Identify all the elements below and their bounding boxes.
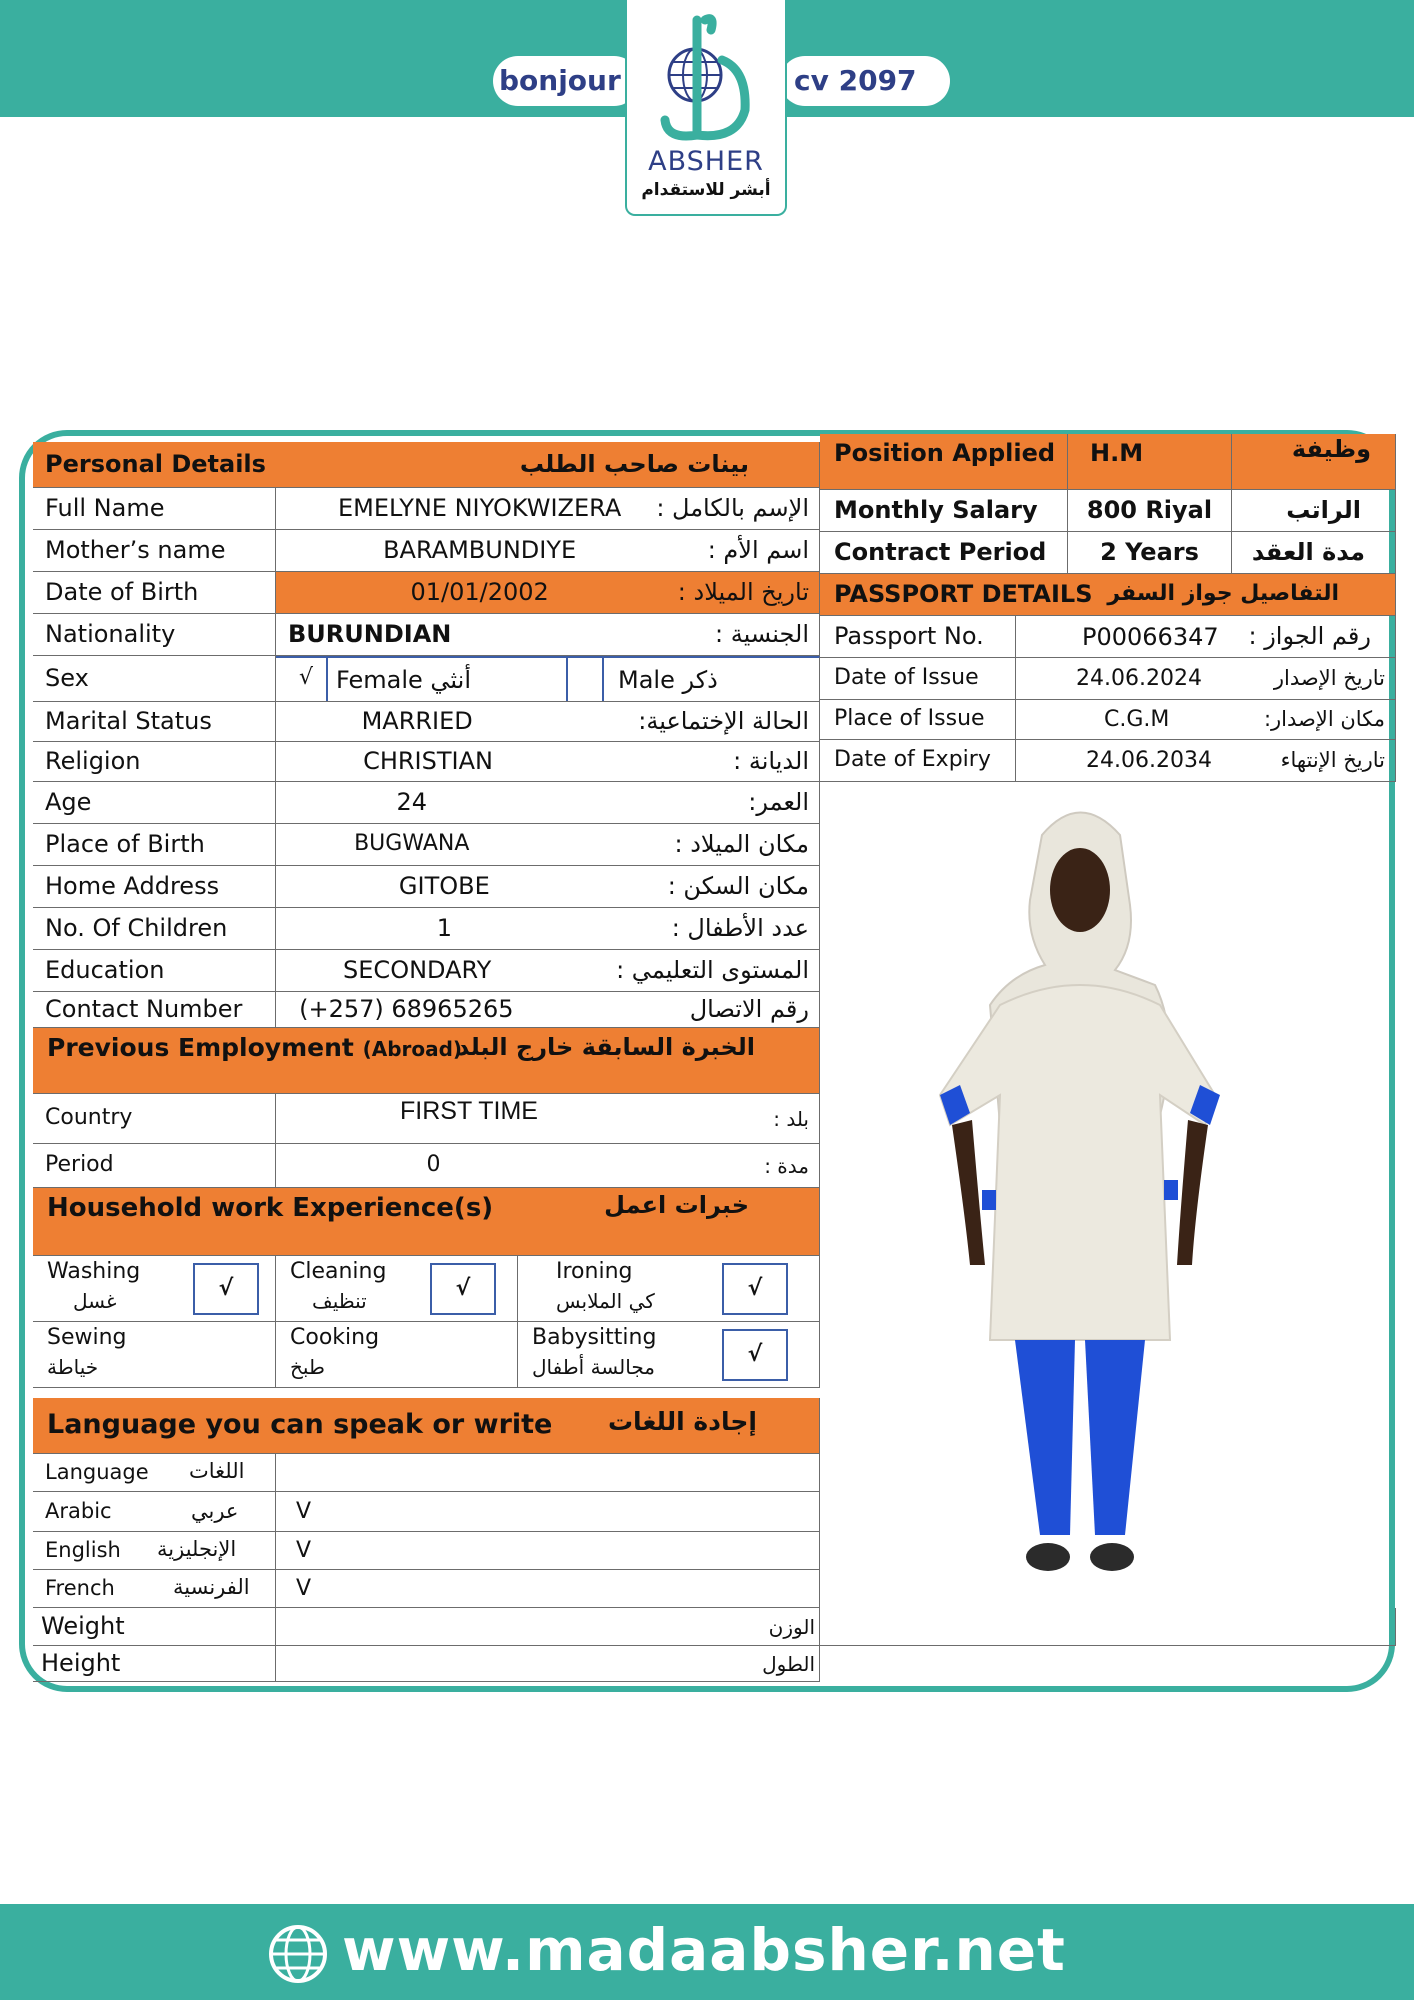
language-arabic: Arabic عربي	[33, 1492, 276, 1532]
skill-washing: Washing غسل √	[33, 1256, 276, 1322]
weight-extra	[820, 1608, 1396, 1646]
monthly-salary-value: 800 Riyal	[1068, 490, 1232, 532]
period-value: 0 مدة :	[276, 1144, 820, 1188]
language-row-header: Language اللغات	[33, 1454, 276, 1492]
passport-details-header: PASSPORT DETAILS التفاصيل جواز السفر	[820, 574, 1396, 616]
nationality-label: Nationality	[33, 614, 276, 656]
marital-status-label: Marital Status	[33, 702, 276, 742]
skill-ironing: Ironing كي الملابس √	[518, 1256, 820, 1322]
skill-cooking: Cooking طبخ	[276, 1322, 518, 1388]
contract-period-label: Contract Period	[820, 532, 1068, 574]
age-value: 24 العمر:	[276, 782, 820, 824]
contact-number-value: (+257) 68965265 رقم الاتصال	[276, 992, 820, 1028]
language-arabic-value: V	[276, 1492, 820, 1532]
sex-label: Sex	[33, 656, 276, 702]
contact-number-label: Contact Number	[33, 992, 276, 1028]
mother-name-label: Mother’s name	[33, 530, 276, 572]
greeting-badge: bonjour	[493, 56, 639, 106]
position-applied-arabic: وظيفة	[1232, 434, 1396, 490]
language-english: English الإنجليزية	[33, 1532, 276, 1570]
age-label: Age	[33, 782, 276, 824]
date-of-issue-label: Date of Issue	[820, 658, 1016, 700]
washing-checkbox[interactable]: √	[193, 1263, 259, 1315]
country-value: FIRST TIME بلد :	[276, 1094, 820, 1144]
monthly-salary-label: Monthly Salary	[820, 490, 1068, 532]
contract-period-arabic: مدة العقد	[1232, 532, 1396, 574]
dob-label: Date of Birth	[33, 572, 276, 614]
home-address-label: Home Address	[33, 866, 276, 908]
male-checkbox[interactable]	[568, 658, 604, 702]
period-label: Period	[33, 1144, 276, 1188]
place-of-issue-label: Place of Issue	[820, 700, 1016, 740]
logo-arabic-text: أبشر للاستقدام	[641, 180, 771, 200]
place-of-birth-value: BUGWANA مكان الميلاد :	[276, 824, 820, 866]
position-applied-label: Position Applied	[820, 434, 1068, 490]
height-label: Height	[33, 1646, 276, 1682]
date-of-expiry-label: Date of Expiry	[820, 740, 1016, 782]
date-of-issue-value: 24.06.2024 تاريخ الإصدار	[1016, 658, 1396, 700]
household-experience-header: Household work Experience(s) خبرات اعمل	[33, 1188, 820, 1256]
marital-status-value: MARRIED الحالة الإختماعية:	[276, 702, 820, 742]
ironing-checkbox[interactable]: √	[722, 1263, 788, 1315]
sex-options	[276, 656, 820, 702]
children-value: 1 عدد الأطفال :	[276, 908, 820, 950]
height-value: الطول	[276, 1646, 820, 1682]
nationality-value: BURUNDIAN الجنسية :	[276, 614, 820, 656]
globe-logo-icon	[627, 0, 789, 150]
education-label: Education	[33, 950, 276, 992]
position-applied-value: H.M	[1068, 434, 1232, 490]
candidate-photo	[930, 795, 1230, 1575]
female-checkbox[interactable]: √	[286, 658, 328, 702]
skill-sewing: Sewing خياطة	[33, 1322, 276, 1388]
website-link[interactable]: www.madaabsher.net	[342, 1916, 1066, 1984]
male-option: Male ذكر	[618, 665, 718, 694]
home-address-value: GITOBE مكان السكن :	[276, 866, 820, 908]
babysitting-checkbox[interactable]: √	[722, 1329, 788, 1381]
passport-number-value: P00066347 رقم الجواز :	[1016, 616, 1396, 658]
date-of-expiry-value: 24.06.2034 تاريخ الإنتهاء	[1016, 740, 1396, 782]
religion-value: CHRISTIAN الديانة :	[276, 742, 820, 782]
children-label: No. Of Children	[33, 908, 276, 950]
full-name-value: EMELYNE NIYOKWIZERA الإسم بالكامل :	[276, 488, 820, 530]
country-label: Country	[33, 1094, 276, 1144]
education-value: SECONDARY المستوى التعليمي :	[276, 950, 820, 992]
weight-value: الوزن	[276, 1608, 820, 1646]
mother-name-value: BARAMBUNDIYE اسم الأم :	[276, 530, 820, 572]
cleaning-checkbox[interactable]: √	[430, 1263, 496, 1315]
language-english-value: V	[276, 1532, 820, 1570]
language-french-value: V	[276, 1570, 820, 1608]
contract-period-value: 2 Years	[1068, 532, 1232, 574]
female-option: Female أنثي	[326, 658, 568, 702]
passport-number-label: Passport No.	[820, 616, 1016, 658]
place-of-birth-label: Place of Birth	[33, 824, 276, 866]
cv-code-badge: cv 2097	[780, 56, 950, 106]
skill-babysitting: Babysitting مجالسة أطفال √	[518, 1322, 820, 1388]
logo-text: ABSHER	[648, 146, 764, 177]
dob-value: 01/01/2002 تاريخ الميلاد :	[276, 572, 820, 614]
skill-cleaning: Cleaning تنظيف √	[276, 1256, 518, 1322]
absher-logo	[625, 0, 787, 216]
full-name-label: Full Name	[33, 488, 276, 530]
personal-details-header: Personal Details بينات صاحب الطلب	[33, 442, 820, 488]
language-french: French الفرنسية	[33, 1570, 276, 1608]
language-header: Language you can speak or write إجادة اللغات	[33, 1398, 820, 1454]
place-of-issue-value: C.G.M مكان الإصدار:	[1016, 700, 1396, 740]
weight-label: Weight	[33, 1608, 276, 1646]
religion-label: Religion	[33, 742, 276, 782]
language-row-header-value	[276, 1454, 820, 1492]
monthly-salary-arabic: الراتب	[1232, 490, 1396, 532]
previous-employment-header: Previous Employment (Abroad) الخبرة السابقة خارج البلد	[33, 1028, 820, 1094]
globe-icon	[266, 1922, 330, 1986]
